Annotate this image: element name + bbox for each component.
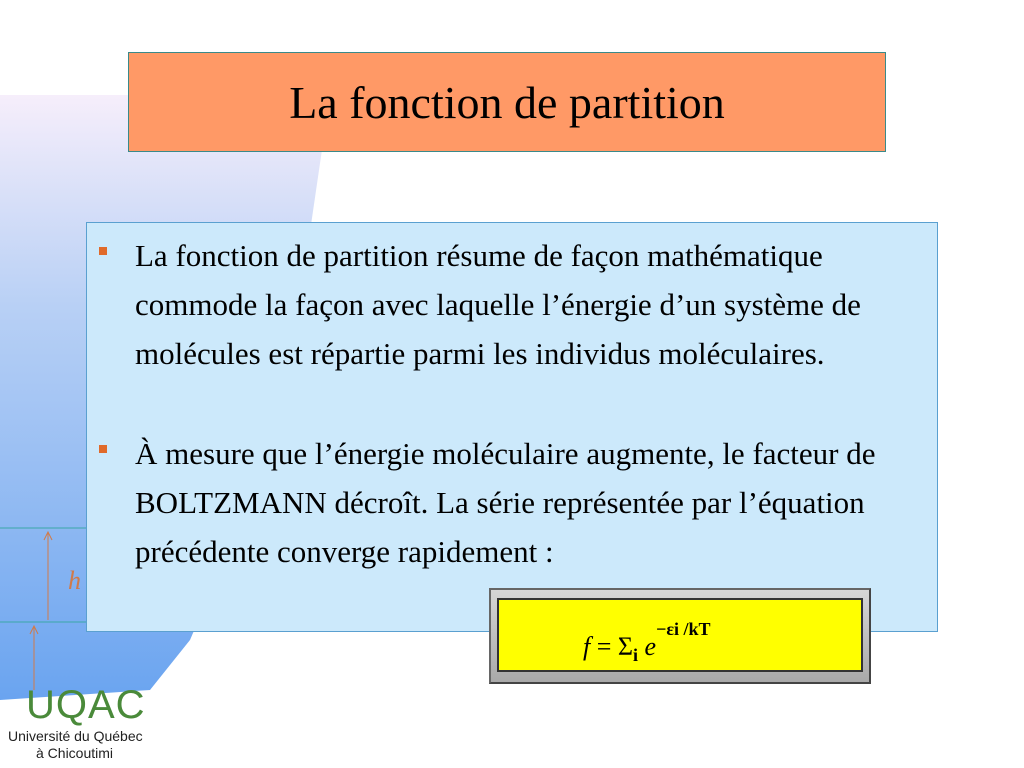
square-bullet-icon bbox=[99, 247, 107, 255]
bullet-item bbox=[99, 429, 917, 576]
uqac-logo bbox=[8, 683, 168, 765]
formula-box bbox=[497, 598, 863, 672]
formula-exponent: −εi /kT bbox=[656, 619, 711, 639]
bullet-text: La fonction de partition résume de façon mathématique commode la façon avec laquelle l’énergie d’un système de molécules est répartie parmi les individus moléculaires. bbox=[135, 238, 861, 371]
logo-city-line: à Chicoutimi bbox=[36, 745, 114, 761]
formula-frame bbox=[489, 588, 871, 684]
formula-equals-sum: = Σ bbox=[596, 632, 634, 661]
background-h-glyph: h bbox=[68, 566, 81, 595]
logo-wordmark: UQAC bbox=[26, 683, 146, 727]
formula-base: e bbox=[644, 632, 657, 661]
logo-university-line: Université du Québec bbox=[8, 728, 143, 744]
bullet-text: À mesure que l’énergie moléculaire augmente, le facteur de BOLTZMANN décroît. La série représentée par l’équation précédente converge rapidement : bbox=[135, 436, 876, 569]
formula-sum-index: i bbox=[633, 645, 639, 665]
content-box bbox=[86, 222, 938, 632]
square-bullet-icon bbox=[99, 445, 107, 453]
title-box bbox=[128, 52, 886, 152]
formula-lhs: f bbox=[583, 632, 591, 661]
bullet-item bbox=[99, 231, 917, 378]
slide-title: La fonction de partition bbox=[289, 76, 725, 128]
